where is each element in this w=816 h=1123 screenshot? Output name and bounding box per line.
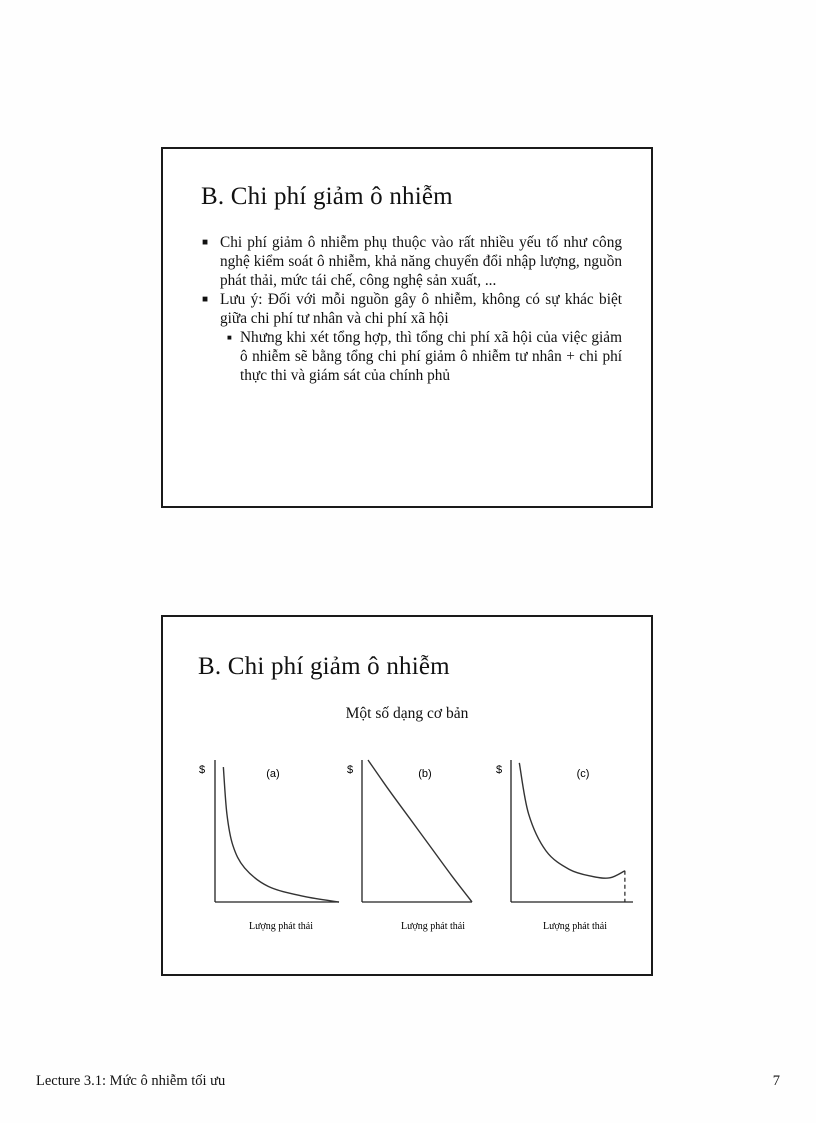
slide-1	[161, 147, 653, 508]
slide-1-bullets	[202, 233, 622, 385]
panel-title-a: (a)	[266, 768, 280, 780]
page-number: 7	[772, 1073, 780, 1089]
panel-title-b: (b)	[418, 768, 432, 780]
slide-2	[161, 615, 653, 976]
y-axis-label-b: $	[347, 764, 354, 776]
bullet-text: Chi phí giảm ô nhiễm phụ thuộc vào rất nhiều yếu tố như công nghệ kiểm soát ô nhiễm, khả năng chuyển đổi nhập lượng, nguồn phát thải, mức tái chế, công nghệ sản xuất, ...	[220, 234, 622, 289]
y-axis-label-a: $	[199, 764, 206, 776]
slide-1-title: B. Chi phí giảm ô nhiễm	[201, 183, 453, 210]
x-axis-caption-b: Lượng phát thải	[400, 921, 466, 932]
slide-2-subtitle: Một số dạng cơ bản	[345, 705, 469, 722]
square-bullet-icon: ■	[202, 294, 209, 305]
y-axis-label-c: $	[496, 764, 503, 776]
panel-title-c: (c)	[576, 768, 590, 780]
bullet-item	[202, 290, 622, 328]
cost-curve-b	[368, 760, 472, 902]
slide-2-title: B. Chi phí giảm ô nhiễm	[198, 653, 450, 680]
sub-bullet-item	[227, 328, 622, 385]
bullet-item	[202, 233, 622, 290]
footer-lecture-title: Lecture 3.1: Mức ô nhiễm tối ưu	[36, 1073, 226, 1089]
cost-curves-figure	[163, 617, 651, 974]
x-axis-caption-a: Lượng phát thải	[248, 921, 314, 932]
x-axis-caption-c: Lượng phát thải	[542, 921, 608, 932]
square-bullet-icon: ■	[227, 333, 232, 342]
square-bullet-icon: ■	[202, 237, 209, 248]
sub-bullet-text: Nhưng khi xét tổng hợp, thì tổng chi phí xã hội của việc giảm ô nhiễm sẽ bằng tổng chi phí giảm ô nhiễm tư nhân + chi phí thực thi và giám sát của chính phủ	[240, 329, 622, 384]
cost-curve-c	[519, 763, 625, 878]
cost-curve-a	[223, 767, 339, 902]
bullet-text: Lưu ý: Đối với mỗi nguồn gây ô nhiễm, không có sự khác biệt giữa chi phí tư nhân và chi phí xã hội	[220, 291, 622, 327]
